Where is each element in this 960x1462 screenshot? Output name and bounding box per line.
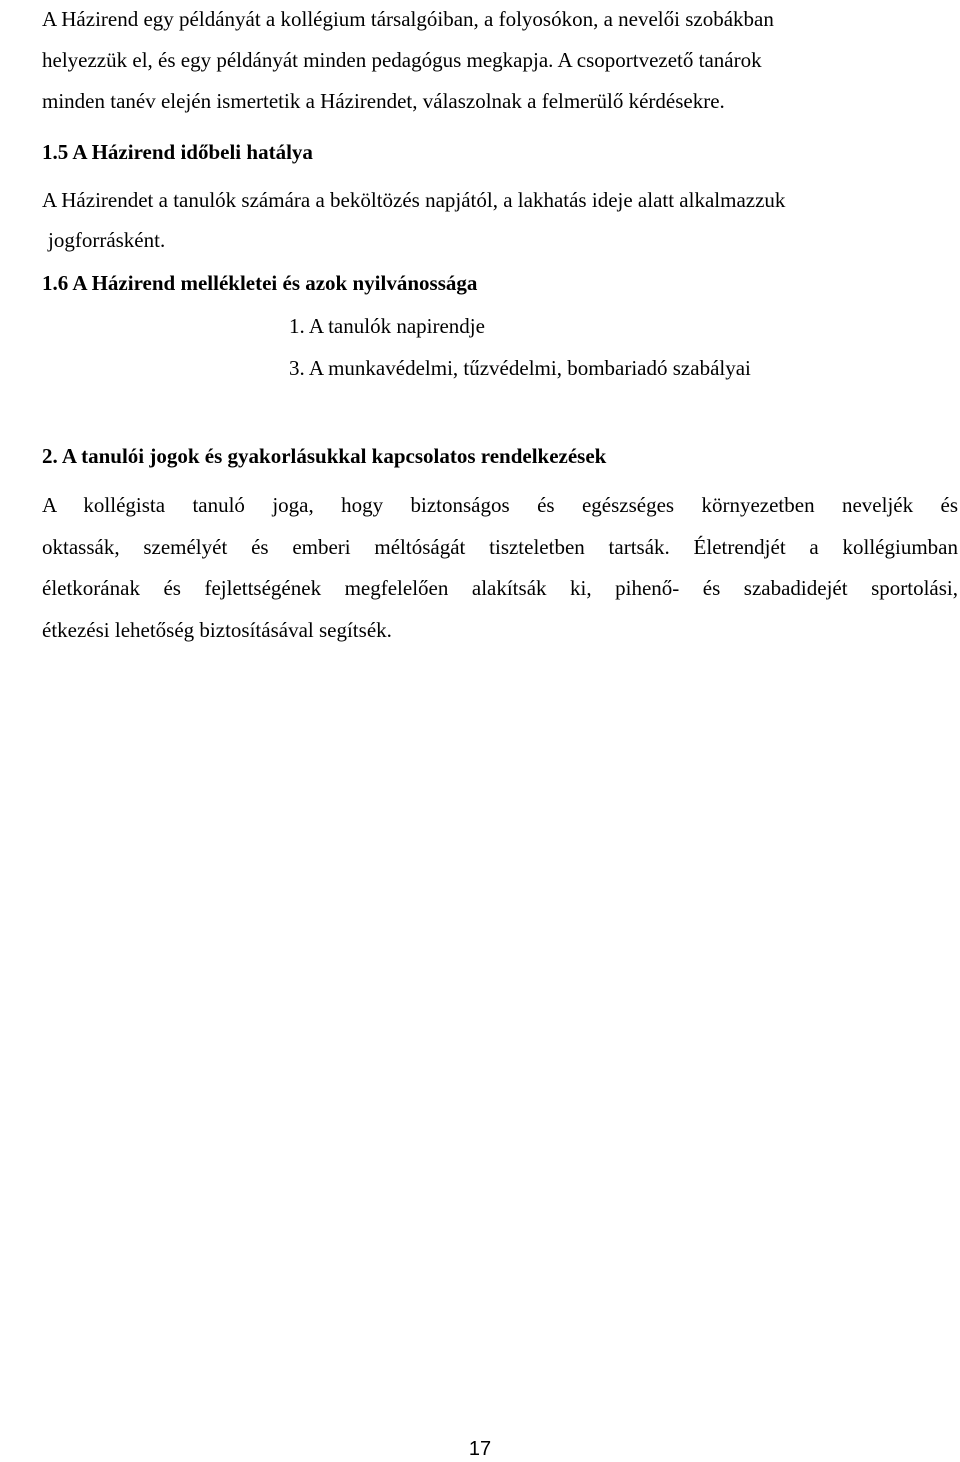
paragraph-line: A kollégista tanuló joga, hogy biztonságos és egészséges környezetben neveljék és: [42, 493, 958, 517]
paragraph-line: A Házirendet a tanulók számára a beköltözés napjától, a lakhatás ideje alatt alkalmazzuk: [42, 188, 786, 212]
list-item: 1. A tanulók napirendje: [289, 314, 485, 338]
paragraph-line: jogforrásként.: [48, 228, 166, 252]
page-number: 17: [468, 1438, 492, 1460]
paragraph-line: helyezzük el, és egy példányát minden pedagógus megkapja. A csoportvezető tanárok: [42, 48, 762, 72]
paragraph-line: étkezési lehetőség biztosításával segítsék.: [42, 618, 392, 642]
chapter-heading: 2. A tanulói jogok és gyakorlásukkal kapcsolatos rendelkezések: [42, 444, 607, 468]
paragraph-line: minden tanév elején ismertetik a Házirendet, válaszolnak a felmerülő kérdésekre.: [42, 89, 725, 113]
section-heading: 1.5 A Házirend időbeli hatálya: [42, 140, 313, 164]
paragraph-line: életkorának és fejlettségének megfelelően alakítsák ki, pihenő- és szabadidejét sportolási,: [42, 576, 958, 600]
paragraph-line: oktassák, személyét és emberi méltóságát tiszteletben tartsák. Életrendjét a kollégiumban: [42, 535, 958, 559]
list-item: 3. A munkavédelmi, tűzvédelmi, bombariadó szabályai: [289, 356, 751, 380]
section-heading: 1.6 A Házirend mellékletei és azok nyilvánossága: [42, 271, 478, 295]
paragraph-line: A Házirend egy példányát a kollégium társalgóiban, a folyosókon, a nevelői szobákban: [42, 7, 774, 31]
